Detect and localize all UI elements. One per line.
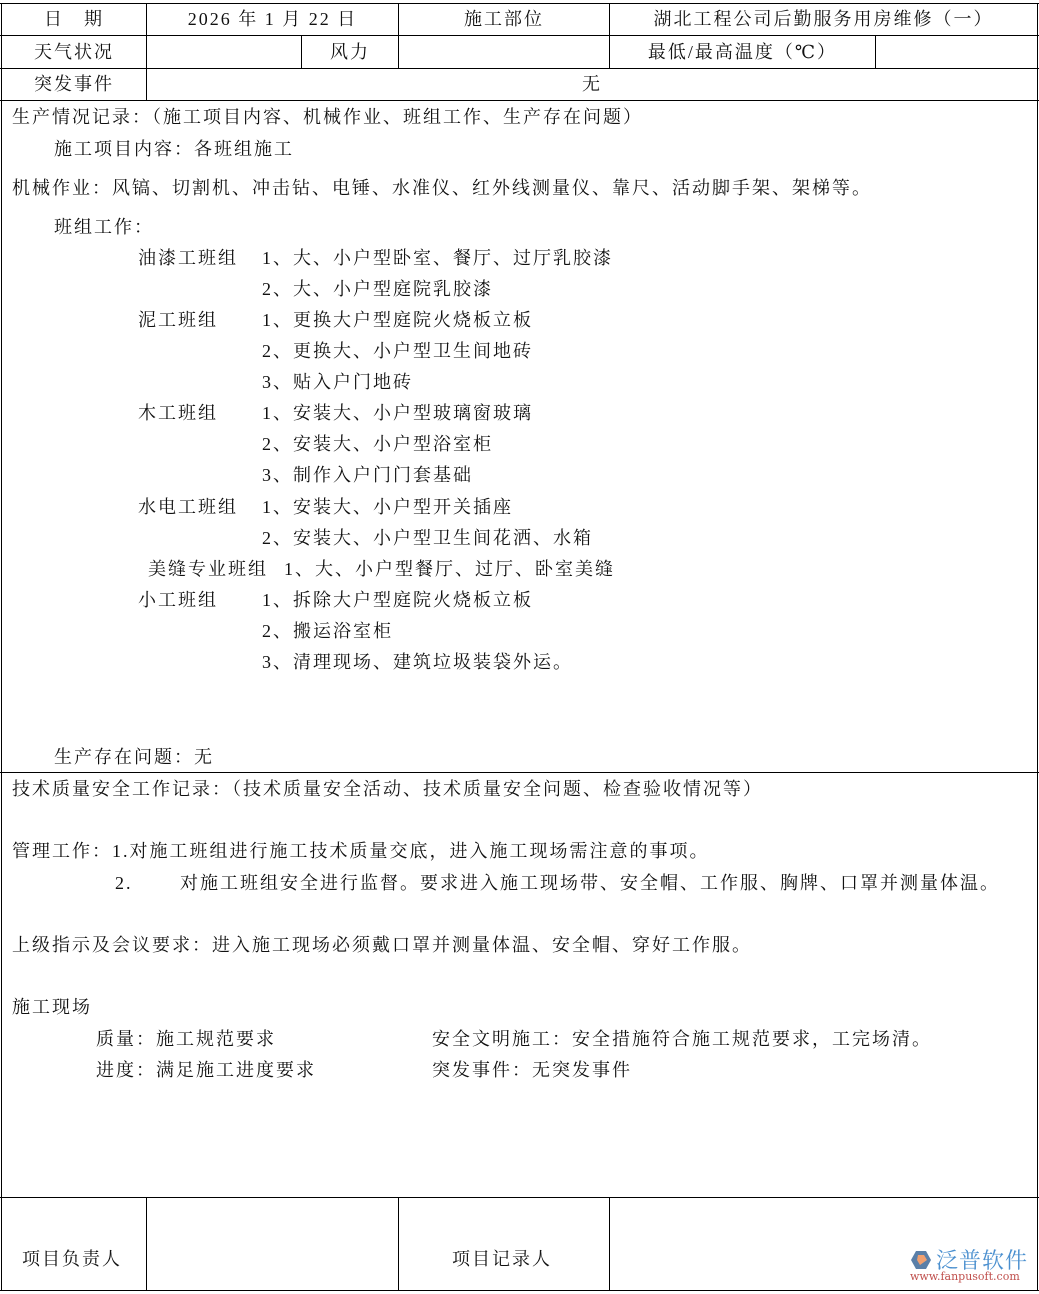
team-name: 水电工班组 xyxy=(138,497,238,517)
superior-instructions: 上级指示及会议要求：进入施工现场必须戴口罩并测量体温、安全帽、穿好工作服。 xyxy=(12,935,752,955)
team-item: 3、制作入户门门套基础 xyxy=(262,465,473,485)
border xyxy=(398,1197,399,1290)
team-item: 3、贴入户门地砖 xyxy=(262,372,413,392)
border xyxy=(875,35,876,68)
project-content: 施工项目内容：各班组施工 xyxy=(54,139,294,159)
logo-url: www.fanpusoft.com xyxy=(910,1270,1020,1283)
date-value: 2026 年 1 月 22 日 xyxy=(187,9,358,29)
border xyxy=(1,3,2,1291)
quality-title: 技术质量安全工作记录：（技术质量安全活动、技术质量安全问题、检查验收情况等） xyxy=(12,779,763,799)
date-label: 日 期 xyxy=(44,9,104,29)
border xyxy=(0,1290,1039,1291)
team-item: 2、安装大、小户型浴室柜 xyxy=(262,434,493,454)
site-label: 施工现场 xyxy=(12,997,92,1017)
team-item: 1、安装大、小户型开关插座 xyxy=(262,497,513,517)
border xyxy=(0,772,1039,773)
team-name: 泥工班组 xyxy=(138,310,218,330)
logo-name: 泛普软件 xyxy=(936,1249,1029,1274)
team-item: 2、搬运浴室柜 xyxy=(262,621,393,641)
production-problems: 生产存在问题：无 xyxy=(54,747,214,767)
team-item: 1、拆除大户型庭院火烧板立板 xyxy=(262,590,533,610)
team-item: 1、更换大户型庭院火烧板立板 xyxy=(262,310,533,330)
weather-label: 天气状况 xyxy=(34,42,114,62)
border xyxy=(0,68,1039,69)
team-name: 油漆工班组 xyxy=(138,248,238,268)
team-item: 2、安装大、小户型卫生间花洒、水箱 xyxy=(262,528,593,548)
management-item-1: 管理工作：1.对施工班组进行施工技术质量交底，进入施工现场需注意的事项。 xyxy=(12,841,710,861)
border xyxy=(0,100,1039,101)
fanpusoft-logo xyxy=(906,1246,1032,1286)
production-title: 生产情况记录：（施工项目内容、机械作业、班组工作、生产存在问题） xyxy=(12,107,643,127)
team-item: 1、安装大、小户型玻璃窗玻璃 xyxy=(262,403,533,423)
team-name: 小工班组 xyxy=(138,590,218,610)
site-quality: 质量：施工规范要求 xyxy=(96,1029,276,1049)
teams-label: 班组工作： xyxy=(54,217,154,237)
border xyxy=(0,3,1039,4)
site-safety: 安全文明施工：安全措施符合施工规范要求，工完场清。 xyxy=(432,1029,932,1049)
management-item-2-number: 2. xyxy=(115,873,133,893)
border xyxy=(1037,3,1038,1291)
wind-label: 风力 xyxy=(330,42,370,62)
site-incident: 突发事件：无突发事件 xyxy=(432,1060,632,1080)
location-value: 湖北工程公司后勤服务用房维修（一） xyxy=(653,9,994,29)
team-item: 2、大、小户型庭院乳胶漆 xyxy=(262,279,493,299)
team-item: 1、大、小户型卧室、餐厅、过厅乳胶漆 xyxy=(262,248,613,268)
team-item: 3、清理现场、建筑垃圾装袋外运。 xyxy=(262,652,573,672)
management-item-2: 对施工班组安全进行监督。要求进入施工现场带、安全帽、工作服、胸牌、口罩并测量体温。 xyxy=(180,873,1000,893)
manager-label: 项目负责人 xyxy=(22,1249,122,1269)
logo-icon xyxy=(910,1250,932,1270)
border xyxy=(609,1197,610,1290)
border xyxy=(146,1197,147,1290)
border xyxy=(0,1197,1039,1198)
incident-label: 突发事件 xyxy=(34,74,114,94)
incident-value: 无 xyxy=(582,74,602,94)
recorder-label: 项目记录人 xyxy=(452,1249,552,1269)
border xyxy=(0,35,1039,36)
team-item: 1、大、小户型餐厅、过厅、卧室美缝 xyxy=(284,559,615,579)
team-name: 美缝专业班组 xyxy=(148,559,268,579)
site-progress: 进度：满足施工进度要求 xyxy=(96,1060,316,1080)
team-item: 2、更换大、小户型卫生间地砖 xyxy=(262,341,533,361)
team-name: 木工班组 xyxy=(138,403,218,423)
location-label: 施工部位 xyxy=(464,9,544,29)
temp-label: 最低/最高温度（℃） xyxy=(647,42,838,62)
machinery: 机械作业：风镐、切割机、冲击钻、电锤、水准仪、红外线测量仪、靠尺、活动脚手架、架梯等。 xyxy=(12,178,872,198)
